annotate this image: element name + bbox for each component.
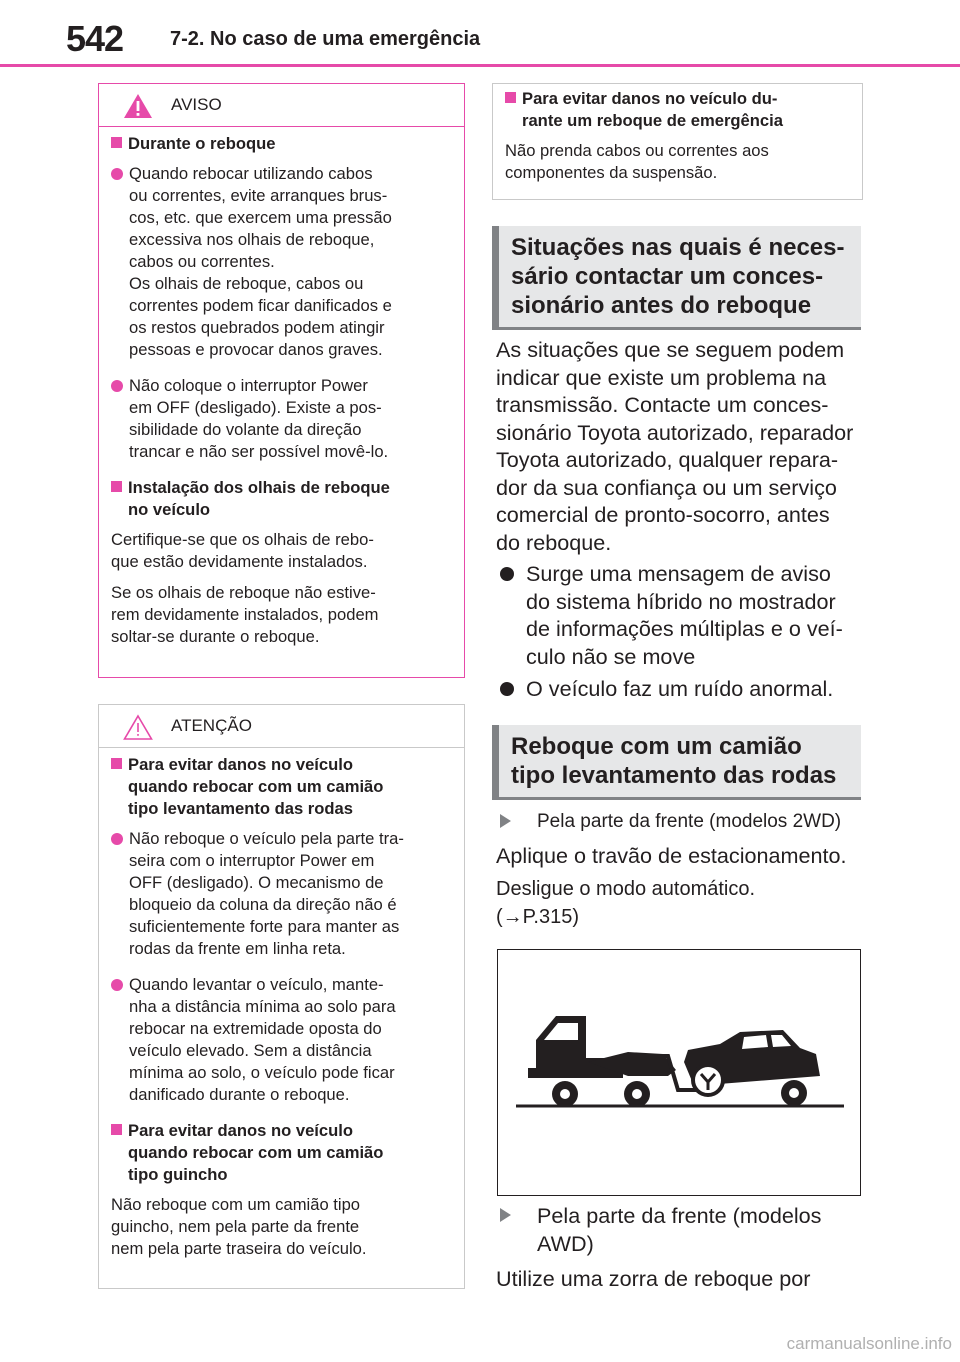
suspension-note-heading: Para evitar danos no veículo du- rante um reboque de emergência [505, 88, 848, 132]
warning-triangle-icon [123, 93, 153, 119]
tow-truck-figure [497, 949, 861, 1196]
atencao-bullet-1: Não reboque o veículo pela parte tra- seira com o interruptor Power em OFF (desligado). O mecanismo de bloqueio da coluna da direção não é suficientemente forte para manter as rodas da frente em linha reta. [111, 828, 450, 960]
dot-bullet-icon [111, 380, 123, 392]
tow-truck-wheel-lift-illustration [498, 950, 860, 1195]
aviso-box [98, 83, 465, 678]
aviso-heading-1: Durante o reboque [111, 133, 450, 155]
aviso-bullet-1: Quando rebocar utilizando cabos ou correntes, evite arranques brus- cos, etc. que exercem uma pressão excessiva nos olhais de reboque, cabos ou correntes. Os olhais de reboque, cabos ou correntes podem ficar danificados e os restos quebrados podem atingir pessoas e provocar danos graves. [111, 163, 450, 361]
aviso-header [99, 84, 464, 127]
section-heading-dealer: Situações nas quais é neces- sário contactar um conces- sionário antes do reboque [492, 226, 861, 330]
aviso-heading-2: Instalação dos olhais de reboque no veículo [111, 477, 450, 521]
watermark: carmanualsonline.info [786, 1334, 952, 1353]
dot-bullet-icon [111, 833, 123, 845]
square-bullet-icon [111, 481, 122, 492]
section-dealer-intro: As situações que se seguem podem indicar que existe um problema na transmissão. Contacte um conces- sionário Toyota autorizado, reparador Toyota autorizado, qualquer repara- dor da sua confiança ou um serviço comercial de pronto-socorro, antes do reboque. [496, 337, 854, 555]
paragraph-parking-brake: Aplique o travão de estacionamento. [496, 843, 847, 868]
item-front-2wd: Pela parte da frente (modelos 2WD) [496, 808, 866, 836]
atencao-paragraph-1: Não reboque com um camião tipo guincho, nem pela parte da frente nem pela parte traseira do veículo. [111, 1195, 367, 1258]
triangle-bullet-icon [500, 814, 523, 828]
suspension-note-box [492, 83, 863, 200]
circle-bullet-icon [500, 682, 514, 696]
atencao-header [99, 705, 464, 748]
section-dealer-bullet-1: Surge uma mensagem de aviso do sistema híbrido no mostrador de informações múltiplas e o veí- culo não se move [496, 560, 866, 670]
aviso-title: AVISO [171, 95, 222, 114]
paragraph-tow-dolly: Utilize uma zorra de reboque por [496, 1266, 811, 1291]
chapter-title: 7-2. No caso de uma emergência [170, 28, 481, 50]
aviso-bullet-2: Não coloque o interruptor Power em OFF (desligado). Existe a pos- sibilidade do volante da direção trancar e não ser possível movê-lo. [111, 375, 450, 463]
item-front-awd: Pela parte da frente (modelos AWD) [496, 1202, 866, 1257]
circle-bullet-icon [500, 567, 514, 581]
atencao-box [98, 704, 465, 1289]
header-rule [0, 64, 960, 67]
dot-bullet-icon [111, 979, 123, 991]
square-bullet-icon [111, 1124, 122, 1135]
square-bullet-icon [111, 758, 122, 769]
caution-triangle-icon [123, 714, 153, 740]
suspension-note-text: Não prenda cabos ou correntes aos componentes da suspensão. [505, 141, 769, 182]
atencao-heading-1: Para evitar danos no veículo quando rebocar com um camião tipo levantamento das rodas [111, 754, 450, 820]
section-heading-wheel-lift: Reboque com um camião tipo levantamento das rodas [492, 725, 861, 800]
page-number: 542 [66, 18, 124, 59]
atencao-heading-2: Para evitar danos no veículo quando rebocar com um camião tipo guincho [111, 1120, 450, 1186]
atencao-bullet-2: Quando levantar o veículo, mante- nha a distância mínima ao solo para rebocar na extremidade oposta do veículo elevado. Sem a distância mínima ao solo, o veículo pode ficar danificado durante o reboque. [111, 974, 450, 1106]
square-bullet-icon [505, 92, 516, 103]
section-dealer-bullet-2: O veículo faz um ruído anormal. [496, 675, 866, 703]
aviso-paragraph-1: Certifique-se que os olhais de rebo- que estão devidamente instalados. [111, 530, 374, 571]
dot-bullet-icon [111, 168, 123, 180]
atencao-title: ATENÇÃO [171, 716, 252, 735]
triangle-bullet-icon [500, 1208, 523, 1222]
square-bullet-icon [111, 137, 122, 148]
paragraph-auto-mode: Desligue o modo automático. (→P.315) [496, 878, 756, 928]
aviso-paragraph-2: Se os olhais de reboque não estive- rem devidamente instalados, podem soltar-se durante o reboque. [111, 583, 379, 646]
